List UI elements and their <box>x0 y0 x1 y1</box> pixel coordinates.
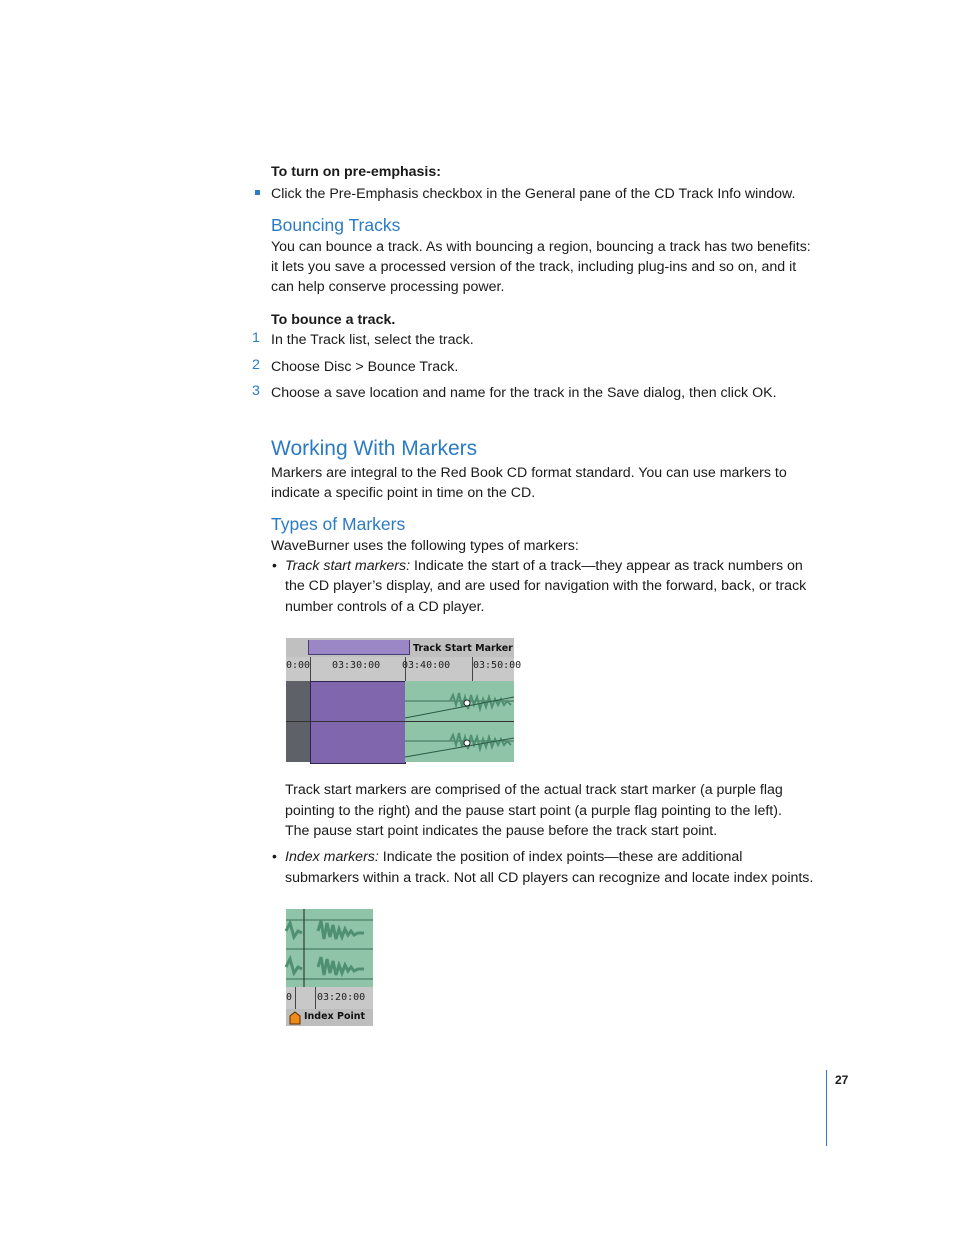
step-text: In the Track list, select the track. <box>271 332 474 348</box>
preemphasis-heading: To turn on pre-emphasis: <box>271 164 441 180</box>
bouncing-tracks-heading: Bouncing Tracks <box>271 215 401 235</box>
index-point-flag-icon <box>289 1011 301 1025</box>
index-bullet-line-2: submarkers within a track. Not all CD players can recognize and locate index points. <box>285 870 814 886</box>
index-desc: Indicate the position of index points—these are additional <box>378 849 743 865</box>
ruler-time: 03:40:00 <box>402 660 451 671</box>
waveform-region <box>286 909 373 987</box>
after-figure-line-1: Track start markers are comprised of the actual track start marker (a purple flag <box>285 782 783 798</box>
track-start-desc: Indicate the start of a track—they appear as track numbers on <box>410 558 803 574</box>
after-figure-line-2: pointing to the right) and the pause start point (a purple flag pointing to the left). <box>285 803 782 819</box>
bouncing-body-line-1: You can bounce a track. As with bouncing a region, bouncing a track has two benefits: <box>271 239 811 255</box>
ruler-time: 03:50:00 <box>473 660 522 671</box>
preemphasis-step: Click the Pre-Emphasis checkbox in the General pane of the CD Track Info window. <box>271 186 796 202</box>
pause-region-flag <box>308 640 410 655</box>
index-point-label: Index Point <box>304 1011 366 1022</box>
working-with-markers-heading: Working With Markers <box>271 437 478 460</box>
step-number: 1 <box>252 330 260 346</box>
track-start-marker-figure <box>286 638 522 762</box>
index-point-figure <box>286 909 373 1026</box>
ruler-tick <box>295 987 296 1009</box>
ruler-tick <box>315 987 316 1009</box>
track-start-term: Track start markers: <box>285 558 411 574</box>
step-text: Choose a save location and name for the track in the Save dialog, then click OK. <box>271 385 777 401</box>
ruler-time: 0:00 <box>286 660 311 671</box>
after-figure-line-3: The pause start point indicates the pause before the track start point. <box>285 823 718 839</box>
ruler-time: 0 <box>286 992 293 1003</box>
track-start-bullet-line-3: number controls of a CD player. <box>285 599 485 615</box>
markers-body-line-1: Markers are integral to the Red Book CD format standard. You can use markers to <box>271 465 787 481</box>
page-number-rule <box>826 1070 827 1146</box>
index-term: Index markers: <box>285 849 379 865</box>
track-start-bullet-line-1 <box>285 556 803 577</box>
ruler-time: 03:20:00 <box>317 992 366 1003</box>
ruler-tick <box>310 657 311 681</box>
bullet-square-icon <box>255 190 260 195</box>
index-marker-bar <box>286 1009 373 1026</box>
types-intro: WaveBurner uses the following types of markers: <box>271 538 579 554</box>
step-number: 3 <box>252 383 260 399</box>
step-number: 2 <box>252 357 260 373</box>
bouncing-body-line-3: can help conserve processing power. <box>271 279 505 295</box>
bullet-dot-icon: • <box>272 557 277 573</box>
bounce-procedure-heading: To bounce a track. <box>271 312 396 328</box>
markers-body-line-2: indicate a specific point in time on the CD. <box>271 485 536 501</box>
ruler-time: 03:30:00 <box>332 660 381 671</box>
bouncing-body-line-2: it lets you save a processed version of the track, including plug-ins and so on, and it <box>271 259 797 275</box>
track-start-bullet-line-2: the CD player’s display, and are used for navigation with the forward, back, or track <box>285 578 807 594</box>
track-start-marker-label: Track Start Marker <box>413 643 513 654</box>
timeline-ruler <box>286 987 373 1009</box>
waveform-icon <box>286 909 373 987</box>
types-of-markers-heading: Types of Markers <box>271 514 406 534</box>
timeline-ruler <box>286 657 522 681</box>
track-divider <box>286 721 514 722</box>
page-number: 27 <box>835 1073 849 1087</box>
index-bullet-line-1 <box>285 847 742 868</box>
purple-pause-region <box>310 681 406 764</box>
step-text: Choose Disc > Bounce Track. <box>271 359 459 375</box>
bullet-dot-icon: • <box>272 848 277 864</box>
